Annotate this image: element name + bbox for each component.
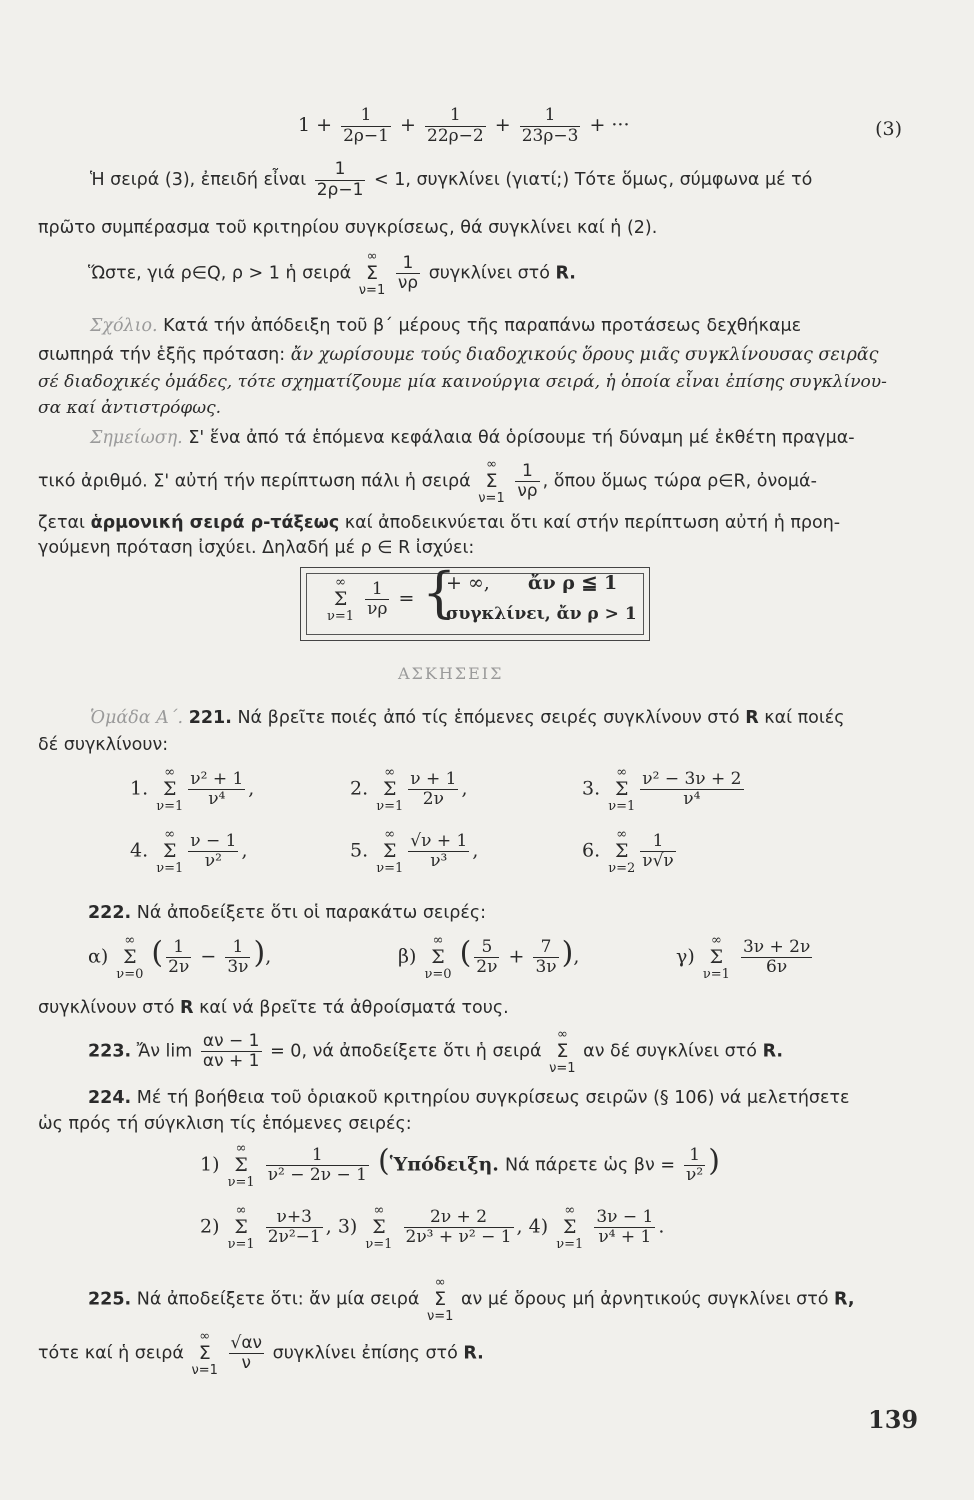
exercise-224-line-1: 224. Μέ τή βοήθεια τοῦ ὁριακοῦ κριτηρίου συγκρίσεως σειρῶν (§ 106) νά μελετήσετε: [88, 1088, 850, 1108]
boxed-case-2: συγκλίνει, ἄν ρ > 1: [446, 604, 637, 624]
scholio-line-1: Σχόλιο. Κατά τήν ἀπόδειξη τοῦ β΄ μέρους τῆς παραπάνω προτάσεως δεχθήκαμε: [90, 316, 802, 336]
exercise-222-c: γ) ∞ Σ ν=1 $\frac{3\nu + 2\nu}{6\nu}$: [676, 933, 811, 982]
paragraph-2: Ὥστε, γιά ρ∈Q, ρ > 1 ἡ σειρά ∞ Σ ν=1 $\frac{1}{\nu\rho}$ συγκλίνει στό R.: [88, 249, 576, 298]
exercise-224-items-2-4: 2) ∞ Σ ν=1 $\frac{\nu+3}{\text{2ν²−1}}$ , 3) ∞ Σ ν=1 $\frac{2\nu + 2}{\text{2ν³ + ν² − 1}}$ , 4) ∞ Σ ν=1 $\frac{3\nu - 1}{\text{ν⁴ + 1}}$ .: [200, 1203, 665, 1252]
exercise-221-item: 1. ∞ Σ ν=1 $\frac{\text{ν² + 1}}{\text{ν⁴}}$ ,: [130, 765, 255, 814]
simeiosi-line-4: γούμενη πρόταση ἰσχύει. Δηλαδή μέ ρ ∈ R ἰσχύει:: [38, 538, 475, 558]
exercise-221-item: 2. ∞ Σ ν=1 $\frac{\nu + 1}{2\nu}$ ,: [350, 765, 468, 814]
exercise-221-line-1: Ὁμάδα Α΄. 221. Νά βρεῖτε ποιές ἀπό τίς ἑπόμενες σειρές συγκλίνουν στό R καί ποιές: [90, 708, 845, 728]
exercise-225-line-1: 225. Νά ἀποδείξετε ὅτι: ἄν μία σειρά ∞ Σ ν=1 αν μέ ὅρους μή ἀρνητικούς συγκλίνει στό R,: [88, 1275, 855, 1324]
exercise-222-a: α) ∞ Σ ν=0 ( $\frac{1}{2\nu}$ − $\frac{1}{3\nu}$ ),: [88, 933, 272, 982]
boxed-case-1: + ∞, ἄν ρ ≦ 1: [446, 572, 618, 594]
exercise-221-item: 3. ∞ Σ ν=1 $\frac{\text{ν² − 3ν + 2}}{\text{ν⁴}}$: [582, 765, 742, 814]
exercise-221-item: 5. ∞ Σ ν=1 $\frac{√\nu + 1}{\text{ν³}}$ ,: [350, 827, 479, 876]
exercise-225-line-2: τότε καί ἡ σειρά ∞ Σ ν=1 $\frac{√\alpha\nu}{\nu}$ συγκλίνει ἐπίσης στό R.: [38, 1329, 484, 1378]
equation-label-3: (3): [875, 118, 902, 140]
eq3-lead: 1 +: [298, 114, 333, 137]
exercise-224-line-2: ὡς πρός τή σύγκλιση τίς ἑπόμενες σειρές:: [38, 1114, 412, 1134]
simeiosi-line-1: Σημείωση. Σ' ἕνα ἀπό τά ἑπόμενα κεφάλαια θά ὁρίσουμε τή δύναμη μέ ἐκθέτη πραγμα-: [90, 428, 855, 448]
paragraph-1-line-2: πρῶτο συμπέρασμα τοῦ κριτηρίου συγκρίσεως, θά συγκλίνει καί ἡ (2).: [38, 218, 658, 238]
exercises-heading: ΑΣΚΗΣΕΙΣ: [398, 664, 504, 683]
exercise-224-item-1: 1) ∞ Σ ν=1 $\frac{1}{\text{ν² − 2ν − 1}}$ (Ὑπόδειξη. Νά πάρετε ὡς βν = $\frac{1}{\text{ν²}}$ ): [200, 1141, 720, 1190]
exercise-221-item: 4. ∞ Σ ν=1 $\frac{\nu - 1}{\text{ν²}}$ ,: [130, 827, 248, 876]
eq3-frac-1: $\frac{1}{2\rho-1}$: [343, 105, 389, 146]
simeiosi-line-3: ζεται ἁρμονική σειρά ρ-τάξεως καί ἀποδεικνύεται ὅτι καί στήν περίπτωση αὐτή ἡ προη-: [38, 513, 841, 533]
page-number: 139: [868, 1405, 919, 1434]
exercise-221-line-2: δέ συγκλίνουν:: [38, 735, 169, 755]
eq3-frac-3: $\frac{1}{23\rho-3}$: [521, 105, 579, 146]
series-3-equation: 1 + $\frac{1}{2\rho-1}$ + $\frac{1}{22\rho-2}$ + $\frac{1}{23\rho-3}$ + ···: [298, 105, 630, 146]
brace: {: [422, 561, 457, 624]
exercise-223: 223. Ἄν lim $\frac{\alpha\nu - 1}{\alpha\nu + 1}$ = 0, νά ἀποδείξετε ὅτι ἡ σειρά ∞ Σ ν=1 αν δέ συγκλίνει στό R.: [88, 1027, 784, 1076]
scholio-label: Σχόλιο.: [90, 316, 158, 336]
paragraph-1-line-1: Ἡ σειρά (3), ἐπειδή εἶναι $\frac{1}{2\rho-1}$ < 1, συγκλίνει (γιατί;) Τότε ὅμως, σύμφωνα μέ τό: [90, 159, 813, 200]
exercise-222-line-1: 222. Νά ἀποδείξετε ὅτι οἱ παρακάτω σειρές:: [88, 903, 487, 923]
scholio-line-2: σιωπηρά τήν ἑξῆς πρόταση: ἄν χωρίσουμε τούς διαδοχικούς ὅρους μιᾶς συγκλίνουσας σειρᾶς: [38, 345, 879, 365]
scholio-line-3: σέ διαδοχικές ὁμάδες, τότε σχηματίζουμε μία καινούργια σειρά, ἡ ὁποία εἶναι ἐπίσης συγκλίνου-: [38, 372, 887, 392]
simeiosi-label: Σημείωση.: [90, 428, 183, 448]
simeiosi-line-2: τικό ἀριθμό. Σ' αὐτή τήν περίπτωση πάλι ἡ σειρά ∞ Σ ν=1 $\frac{1}{\nu\rho}$ , ὅπου ὅμως τώρα ρ∈R, ὀνομά-: [38, 457, 817, 506]
exercise-222-line-2: συγκλίνουν στό R καί νά βρεῖτε τά ἀθροίσματά τους.: [38, 998, 509, 1018]
boxed-formula: ∞ Σ ν=1 $\frac{1}{\nu\rho}$ =: [327, 575, 415, 624]
exercise-221-item: 6. ∞ Σ ν=2 $\frac{1}{\nu√\nu}$: [582, 827, 674, 876]
scholio-line-4: σα καί ἀντιστρόφως.: [38, 398, 221, 418]
exercise-222-b: β) ∞ Σ ν=0 ( $\frac{5}{2\nu}$ + $\frac{7}{3\nu}$ ),: [398, 933, 580, 982]
eq3-frac-2: $\frac{1}{22\rho-2}$: [427, 105, 484, 146]
